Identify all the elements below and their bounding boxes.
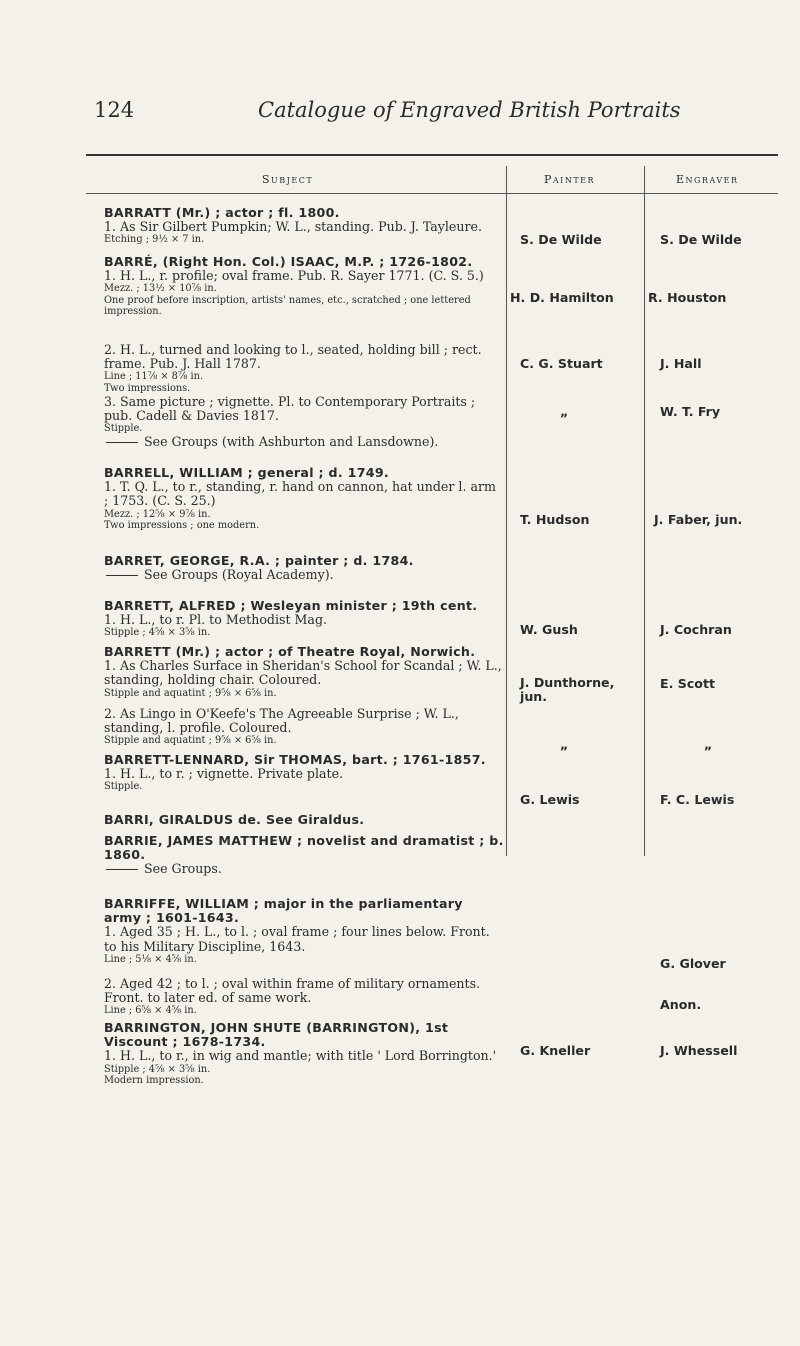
header-rule: [86, 193, 778, 194]
entry-barriffe-1: BARRIFFE, WILLIAM ; major in the parliamentary army ; 1601-1643. 1. Aged 35 ; H. L., to l. ; oval frame ; four lines below. Front. to his Military Discipline, 1643. Line ; 5⅛ × 4⅝ in.: [104, 896, 490, 965]
column-divider: [506, 166, 507, 856]
entry-barrie: BARRIE, JAMES MATTHEW ; novelist and dramatist ; b. 1860. See Groups.: [104, 833, 504, 877]
engraver-name: W. T. Fry: [660, 404, 721, 419]
column-divider: [644, 166, 645, 856]
painter-name: H. D. Hamilton: [510, 290, 614, 305]
entry-barriffe-2: 2. Aged 42 ; to l. ; oval within frame of military ornaments. Front. to later ed. of same work. Line ; 6⅝ × 4⅝ in.: [104, 976, 481, 1017]
engraver-column-header: Engraver: [676, 173, 739, 186]
entry-barrett-alfred: BARRETT, ALFRED ; Wesleyan minister ; 19th cent. 1. H. L., to r. Pl. to Methodist Mag. Stipple ; 4⅝ × 3⅝ in.: [104, 598, 478, 639]
entry-barre-3: 3. Same picture ; vignette. Pl. to Contemporary Portraits ; pub. Cadell & Davies 1817. Stipple. See Groups (with Ashburton and Lansdowne).: [104, 395, 504, 449]
engraver-name: E. Scott: [660, 676, 715, 691]
entry-barratt: BARRATT (Mr.) ; actor ; fl. 1800. 1. As Sir Gilbert Pumpkin; W. L., standing. Pub. J. Tayleure. Etching ; 9½ × 7 in.: [104, 205, 482, 246]
engraver-name: G. Glover: [660, 956, 726, 971]
entry-barrett-lennard: BARRETT-LENNARD, Sir THOMAS, bart. ; 1761-1857. 1. H. L., to r. ; vignette. Private plate. Stipple.: [104, 752, 486, 793]
entry-barre-2: 2. H. L., turned and looking to l., seated, holding bill ; rect. frame. Pub. J. Hall 1787. Line ; 11⅞ × 8⅞ in. Two impressions.: [104, 342, 482, 394]
painter-name: „: [560, 737, 569, 752]
entry-barri: BARRI, GIRALDUS de. See Giraldus.: [104, 812, 365, 827]
painter-name: „: [560, 404, 569, 419]
painter-name: C. G. Stuart: [520, 356, 603, 371]
engraver-name: R. Houston: [648, 290, 727, 305]
painter-name: T. Hudson: [520, 512, 590, 527]
engraver-name: „: [704, 737, 713, 752]
engraver-name: Anon.: [660, 997, 702, 1012]
engraver-name: J. Cochran: [660, 622, 732, 637]
painter-name: J. Dunthorne, jun.: [520, 675, 615, 704]
engraver-name: F. C. Lewis: [660, 792, 735, 807]
painter-column-header: Painter: [544, 173, 596, 186]
entry-barret: BARRET, GEORGE, R.A. ; painter ; d. 1784. See Groups (Royal Academy).: [104, 554, 504, 582]
entry-barrington: BARRINGTON, JOHN SHUTE (BARRINGTON), 1st Viscount ; 1678-1734. 1. H. L., to r., in wig and mantle; with title ' Lord Borrington.' Stipple ; 4⅝ × 3⅝ in. Modern impression.: [104, 1020, 497, 1087]
top-rule: [86, 154, 778, 156]
painter-name: G. Kneller: [520, 1043, 591, 1058]
entry-barrell: BARRELL, WILLIAM ; general ; d. 1749. 1. T. Q. L., to r., standing, r. hand on cannon, hat under l. arm ; 1753. (C. S. 25.) Mezz. ; 12⅝ × 9⅞ in. Two impressions ; one modern.: [104, 465, 496, 532]
painter-name: G. Lewis: [520, 792, 580, 807]
engraver-name: J. Faber, jun.: [654, 512, 743, 527]
painter-name: W. Gush: [520, 622, 578, 637]
page-number: 124: [94, 98, 135, 122]
painter-name: S. De Wilde: [520, 232, 602, 247]
entry-barre-1: BARRÉ, (Right Hon. Col.) ISAAC, M.P. ; 1726-1802. 1. H. L., r. profile; oval frame. Pub. R. Sayer 1771. (C. S. 5.) Mezz. ; 13½ × 10⅞ in. One proof before inscription, artists' names, etc., scratched ; one lettered impression.: [104, 254, 484, 318]
engraver-name: S. De Wilde: [660, 232, 742, 247]
engraver-name: J. Hall: [660, 356, 702, 371]
engraver-name: J. Whessell: [660, 1043, 738, 1058]
entry-barrett-mr-2: 2. As Lingo in O'Keefe's The Agreeable Surprise ; W. L., standing, l. profile. Coloured. Stipple and aquatint ; 9⅝ × 6⅝ in.: [104, 706, 459, 747]
subject-column-header: Subject: [262, 173, 314, 186]
page-title: Catalogue of Engraved British Portraits: [258, 98, 681, 122]
entry-barrett-mr-1: BARRETT (Mr.) ; actor ; of Theatre Royal, Norwich. 1. As Charles Surface in Sheridan's School for Scandal ; W. L., standing, holding chair. Coloured. Stipple and aquatint ; 9⅝ × 6⅝ in.: [104, 644, 502, 699]
